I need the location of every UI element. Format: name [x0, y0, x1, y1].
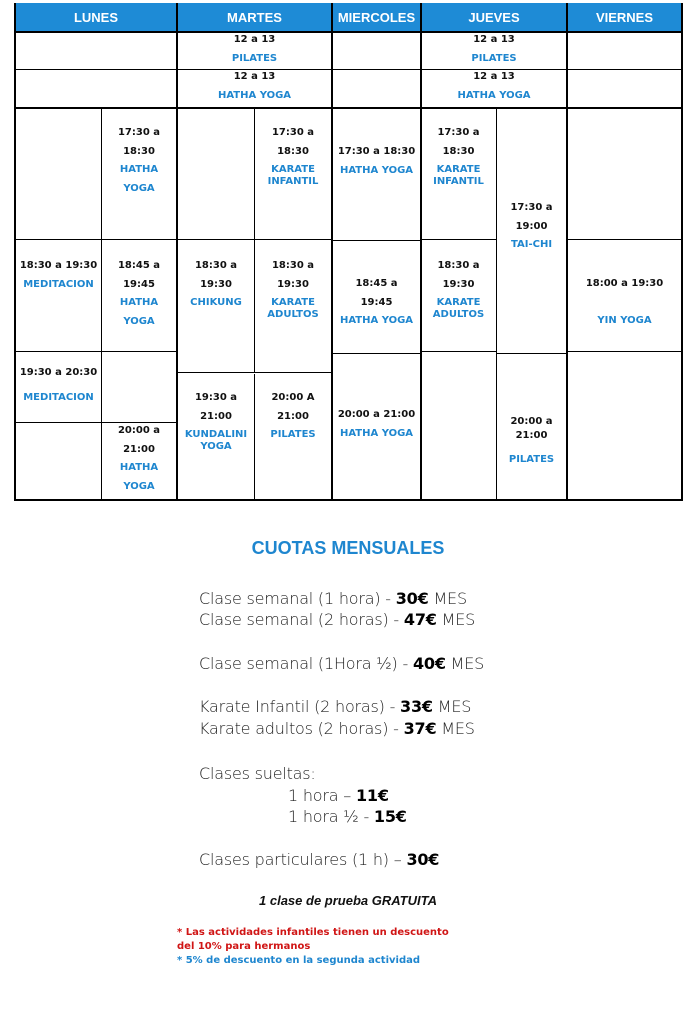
grid-line — [14, 351, 177, 352]
class-activity: KARATE — [271, 297, 315, 308]
grid-line — [421, 351, 497, 352]
fee-price: 40€ — [412, 654, 446, 673]
class-activity: PILATES — [471, 52, 517, 64]
class-activity: PILATES — [270, 429, 316, 440]
class-time: 19:45 — [123, 278, 155, 290]
class-time: 18:30 a — [194, 260, 238, 271]
class-activity: KARATE — [436, 164, 481, 175]
class-time: 19:30 a 21:00 — [194, 392, 238, 422]
grid-line — [14, 3, 16, 500]
class-time: 19:30 — [200, 278, 232, 290]
class-activity: KARATE — [436, 297, 481, 308]
fee-suffix: MES — [436, 610, 476, 629]
fee-price: 30€ — [395, 589, 429, 608]
class-time: 18:00 a 19:30 — [585, 278, 664, 289]
class-viernes-yin-yoga — [568, 275, 681, 330]
grid-line — [14, 239, 177, 240]
class-activity: HATHA — [119, 164, 159, 175]
class-lunes-meditacion-1930 — [16, 364, 101, 407]
fee-line — [199, 610, 475, 629]
fee-suffix: MES — [432, 697, 472, 716]
fee-line — [199, 654, 484, 673]
grid-line — [14, 499, 683, 501]
class-miercoles-hatha-1845 — [333, 275, 420, 331]
class-time: 17:30 a — [437, 127, 480, 138]
class-activity: YOGA — [123, 315, 155, 327]
fee-price: 11€ — [355, 786, 389, 805]
fee-desc: 1 hora – — [288, 786, 356, 805]
class-time: 18:45 a — [355, 278, 398, 289]
class-time: 18:30 — [277, 145, 309, 157]
fee-suffix: MES — [436, 719, 475, 738]
class-martes-kundalini — [178, 389, 254, 453]
note-siblings-line1: * Las actividades infantiles tienen un descuento — [177, 927, 449, 938]
class-activity: HATHA — [119, 462, 159, 473]
header-lunes: LUNES — [16, 3, 176, 31]
fee-line — [199, 719, 475, 738]
class-activity: KUNDALINI — [184, 429, 248, 440]
class-activity: PILATES — [231, 52, 278, 64]
note-second-activity: * 5% de descuento en la segunda actividad — [177, 955, 421, 966]
class-time: 21:00 — [277, 410, 309, 422]
class-time: 20:00 a 21:00 — [337, 409, 416, 420]
class-time: 20:00 a — [510, 416, 553, 427]
grid-line — [497, 353, 567, 354]
fee-line — [199, 850, 439, 869]
fee-price: 15€ — [373, 807, 407, 826]
class-activity: YOGA — [123, 480, 155, 492]
schedule-table — [0, 0, 696, 502]
fee-price: 33€ — [400, 697, 433, 716]
class-time: 21:00 — [515, 430, 548, 441]
class-time: 18:30 a — [271, 260, 315, 271]
grid-line — [14, 31, 683, 33]
class-activity: YIN YOGA — [597, 314, 652, 326]
class-martes-hatha-noon — [178, 68, 331, 105]
class-time: 17:30 a 18:30 — [337, 146, 416, 157]
class-time: 19:30 — [442, 278, 475, 290]
class-activity: MEDITACION — [23, 278, 94, 290]
class-time: 12 a 13 — [233, 71, 276, 82]
fee-suffix: MES — [428, 589, 467, 608]
class-time: 20:00 a — [117, 425, 161, 436]
class-time: 21:00 — [123, 443, 155, 455]
note-siblings-line2: del 10% para hermanos — [177, 941, 311, 952]
fee-line — [288, 786, 389, 805]
class-activity: HATHA YOGA — [339, 427, 414, 439]
class-martes-chikung — [178, 257, 254, 313]
class-jueves-karate-infantil — [421, 124, 496, 188]
class-time: 19:30 — [277, 278, 309, 290]
class-activity: HATHA YOGA — [339, 315, 414, 326]
class-martes-pilates-2000 — [255, 389, 331, 445]
class-martes-pilates-noon — [178, 31, 331, 68]
class-activity: MEDITACION — [23, 391, 94, 403]
fee-suffix: MES — [445, 654, 485, 673]
class-jueves-taichi — [497, 199, 566, 255]
class-time: 18:30 — [442, 145, 475, 157]
class-activity: PILATES — [508, 454, 555, 465]
grid-line — [332, 353, 421, 354]
grid-line — [567, 239, 682, 240]
class-time: 17:30 a — [510, 202, 553, 213]
class-activity: TAI-CHI — [510, 239, 553, 250]
class-time: 19:00 — [515, 220, 548, 232]
fee-desc: Clase semanal (1Hora ½) - — [199, 654, 413, 673]
class-activity: HATHA YOGA — [217, 89, 292, 101]
class-time: 12 a 13 — [473, 34, 515, 45]
class-time: 19:45 — [360, 296, 393, 308]
grid-line — [177, 372, 332, 373]
class-time: 18:45 a — [117, 260, 161, 271]
class-activity: ADULTOS — [267, 309, 319, 320]
grid-line — [421, 239, 497, 240]
class-activity: HATHA — [119, 297, 159, 308]
class-time: 19:30 a 20:30 — [19, 367, 98, 378]
grid-line — [14, 107, 683, 109]
fee-desc: Clases particulares (1 h) – — [199, 850, 407, 869]
class-lunes-meditacion-1830 — [16, 257, 101, 294]
class-time: 18:30 a — [437, 260, 480, 271]
class-time: 12 a 13 — [233, 34, 276, 45]
class-lunes-hatha-1845 — [102, 257, 176, 331]
class-activity: INFANTIL — [433, 176, 484, 187]
class-jueves-karate-adultos — [421, 257, 496, 321]
header-jueves: JUEVES — [422, 3, 566, 31]
header-miercoles: MIERCOLES — [333, 3, 420, 31]
class-activity: CHIKUNG — [190, 297, 242, 308]
header-viernes: VIERNES — [568, 3, 681, 31]
class-jueves-hatha-noon — [422, 68, 566, 105]
class-activity: HATHA YOGA — [457, 89, 531, 101]
class-miercoles-hatha-1730 — [333, 143, 420, 180]
fee-desc: Clase semanal (2 horas) - — [199, 610, 404, 629]
class-time: 18:30 — [123, 145, 155, 157]
fees-title: CUOTAS MENSUALES — [251, 538, 445, 558]
grid-line — [332, 240, 421, 241]
fee-desc: Karate adultos (2 horas) - — [199, 719, 404, 738]
class-activity: KARATE — [271, 164, 315, 175]
fee-price: 47€ — [403, 610, 437, 629]
grid-line — [681, 3, 683, 500]
class-lunes-hatha-2000 — [102, 422, 176, 496]
class-martes-karate-infantil — [255, 124, 331, 188]
fee-line — [199, 697, 471, 716]
class-activity: HATHA YOGA — [339, 164, 414, 176]
fee-line — [199, 589, 467, 608]
class-lunes-hatha-1730 — [102, 124, 176, 198]
class-jueves-pilates-2000 — [497, 415, 566, 467]
class-jueves-pilates-noon — [422, 31, 566, 68]
fee-price: 37€ — [403, 719, 437, 738]
grid-line — [567, 351, 682, 352]
class-time: 20:00 A — [271, 392, 315, 403]
trial-class-promo: 1 clase de prueba GRATUITA — [259, 893, 437, 908]
fee-desc: Karate Infantil (2 horas) - — [199, 697, 401, 716]
fee-desc: Clase semanal (1 hora) - — [199, 589, 396, 608]
fee-price: 30€ — [406, 850, 440, 869]
class-activity: YOGA — [123, 182, 155, 194]
class-activity: INFANTIL — [267, 176, 319, 187]
grid-line — [177, 239, 332, 240]
fee-sueltas-label: Clases sueltas: — [199, 764, 316, 783]
fee-line — [288, 807, 407, 826]
grid-line — [14, 69, 683, 70]
class-time: 12 a 13 — [473, 71, 515, 82]
header-martes: MARTES — [178, 3, 331, 31]
class-time: 17:30 a — [117, 127, 161, 138]
grid-line — [566, 3, 568, 500]
class-activity: YOGA — [200, 441, 232, 452]
class-time: 18:30 a 19:30 — [19, 260, 98, 271]
class-time: 17:30 a — [271, 127, 315, 138]
fee-desc: 1 hora ½ - — [288, 807, 374, 826]
class-activity: ADULTOS — [432, 309, 485, 320]
class-miercoles-hatha-2000 — [333, 406, 420, 443]
class-martes-karate-adultos — [255, 257, 331, 321]
